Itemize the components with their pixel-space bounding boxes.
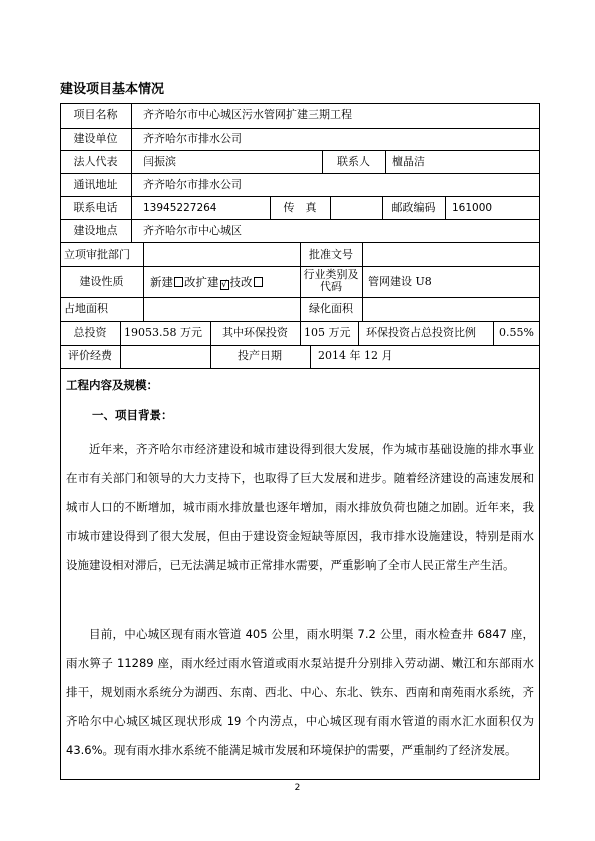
industry-value: 管网建设 U8 <box>368 275 432 288</box>
col-divider <box>362 242 363 321</box>
background-paragraph-1: 近年来，齐齐哈尔市经济建设和城市建设得到很大发展，作为城市基础设施的排水事业在市有关部门和领导的大力支持下，也取得了巨大发展和进步。随着经济建设的高速发展和城市人口的不断增加，城市雨水排放量也逐年增加，雨水排放负荷也随之加剧。近年来，我市城市建设得到了很大发展，但由于建设资金短缺等原因，我市排水设施建设，特别是雨水设施建设相对滞后，已无法满足城市正常排水需要，严重影响了全市人民正常生产生活。 <box>66 442 534 572</box>
nature-tech-label: 技改 <box>229 275 253 289</box>
row-divider <box>60 368 540 369</box>
subsection-title: 一、项目背景： <box>92 408 173 422</box>
total-investment-value: 19053.58 万元 <box>124 326 202 339</box>
checkbox-tech[interactable] <box>254 277 263 287</box>
approval-dept-label: 立项审批部门 <box>64 248 130 261</box>
col-divider <box>330 196 331 219</box>
eval-fee-label: 评价经费 <box>68 349 112 362</box>
page-heading: 建设项目基本情况 <box>60 82 165 97</box>
col-divider <box>493 321 494 345</box>
legal-rep-value: 闫振滨 <box>143 155 176 168</box>
legal-rep-label: 法人代表 <box>73 155 118 168</box>
env-ratio-value: 0.55% <box>499 326 534 339</box>
builder-label: 建设单位 <box>73 132 118 145</box>
col-divider <box>385 150 386 173</box>
address-value: 齐齐哈尔市排水公司 <box>143 178 242 191</box>
site-label: 建设地点 <box>73 224 118 237</box>
row-divider <box>60 150 540 151</box>
green-label: 绿化面积 <box>309 302 353 315</box>
nature-new-label: 新建 <box>150 275 173 289</box>
background-paragraph-2: 目前，中心城区现有雨水管道 405 公里，雨水明渠 7.2 公里，雨水检查井 6847 座，雨水箅子 11289 座，雨水经过雨水管道或雨水泵站提升分别排入劳动湖、嫩江和东部雨水排干，规划雨水系统分为湖西、东南、西北、中心、东北、铁东、西南和南苑雨水系统，齐齐哈尔中心城区城区现状形成 19 个内涝点，中心城区现有雨水管道的雨水汇水面积仅为 43.6%。现有雨水排水系统不能满足城市发展和环境保护的需要，严重制约了经济发展。 <box>66 627 534 757</box>
row-divider <box>60 173 540 174</box>
phone-label: 联系电话 <box>73 201 118 214</box>
address-label: 通讯地址 <box>73 178 118 191</box>
nature-options <box>150 275 264 290</box>
production-date-value: 2014 年 12 月 <box>318 349 393 362</box>
env-investment-value: 105 万元 <box>304 326 351 339</box>
col-divider <box>120 345 121 368</box>
row-divider <box>60 196 540 197</box>
nature-label: 建设性质 <box>79 275 124 288</box>
postcode-value: 161000 <box>452 202 493 214</box>
col-divider <box>131 103 132 242</box>
builder-value: 齐齐哈尔市排水公司 <box>143 132 242 145</box>
phone-value: 13945227264 <box>143 202 217 214</box>
total-investment-label: 总投资 <box>73 326 107 339</box>
approval-no-label: 批准文号 <box>309 248 353 261</box>
checkbox-new[interactable] <box>174 277 183 287</box>
project-name-label: 项目名称 <box>73 108 118 121</box>
env-investment-label: 其中环保投资 <box>222 326 288 339</box>
fax-label: 传 真 <box>283 201 317 214</box>
contact-label: 联系人 <box>337 155 370 168</box>
production-date-label: 投产日期 <box>238 349 282 362</box>
col-divider <box>300 321 301 345</box>
industry-label: 行业类别及代码 <box>303 268 359 293</box>
col-divider <box>120 321 121 345</box>
row-divider <box>60 219 540 220</box>
row-divider <box>60 128 540 129</box>
col-divider <box>358 321 359 345</box>
project-name-value: 齐齐哈尔市中心城区污水管网扩建三期工程 <box>143 108 352 121</box>
env-ratio-label: 环保投资占总投资比例 <box>366 326 476 339</box>
section-title: 工程内容及规模： <box>66 378 158 392</box>
postcode-label: 邮政编码 <box>391 201 436 214</box>
page-number: 2 <box>294 783 301 793</box>
col-divider <box>445 196 446 219</box>
row-divider <box>60 345 540 346</box>
col-divider <box>143 242 144 321</box>
col-divider <box>310 345 311 368</box>
contact-value: 檀晶洁 <box>392 155 425 168</box>
site-value: 齐齐哈尔市中心城区 <box>143 224 242 237</box>
nature-rebuild-label: 改扩建 <box>184 275 219 289</box>
area-label: 占地面积 <box>64 302 108 315</box>
checkbox-rebuild[interactable]: √ <box>221 280 227 290</box>
